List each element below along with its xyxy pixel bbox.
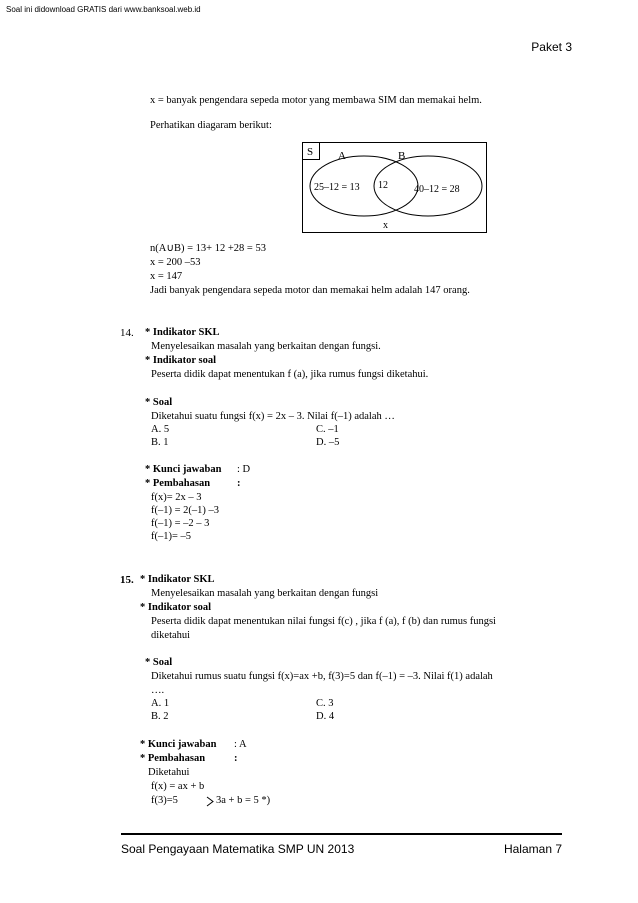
q15-indikator-soal-text-2: diketahui [151, 630, 191, 641]
q15-option-c: C. 3 [316, 698, 334, 709]
q14-kunci-label: * Kunci jawaban [145, 464, 222, 475]
q14-soal-text: Diketahui suatu fungsi f(x) = 2x – 3. Nilai f(–1) adalah … [151, 411, 395, 422]
venn-diagram [302, 142, 488, 234]
q15-number: 15. [120, 574, 134, 586]
q15-step-2a: f(3)=5 [151, 795, 178, 806]
q14-option-d: D. –5 [316, 437, 340, 448]
q14-step-4: f(–1)= –5 [151, 531, 192, 542]
q14-step-3: f(–1) = –2 – 3 [151, 518, 210, 529]
q14-number: 14. [120, 327, 134, 339]
q14-pembahasan-colon: : [237, 478, 241, 489]
q15-option-b: B. 2 [151, 711, 169, 722]
q14-step-1: f(x)= 2x – 3 [151, 492, 202, 503]
intro-line-2: Perhatikan diagaram berikut: [150, 120, 272, 131]
q14-soal-title: * Soal [145, 397, 173, 408]
region-a-only: 25–12 = 13 [314, 182, 360, 193]
q15-option-d: D. 4 [316, 711, 335, 722]
q15-pembahasan-label: * Pembahasan [140, 753, 206, 764]
q15-step-1: f(x) = ax + b [151, 781, 205, 792]
intro-line-1: x = banyak pengendara sepeda motor yang membawa SIM dan memakai helm. [150, 95, 482, 106]
q15-skl-text: Menyelesaikan masalah yang berkaitan dengan fungsi [151, 588, 379, 599]
q15-step-2b: 3a + b = 5 *) [216, 795, 271, 806]
q15-soal-text-1: Diketahui rumus suatu fungsi f(x)=ax +b, f(3)=5 dan f(–1) = –3. Nilai f(1) adalah [151, 671, 493, 682]
q15-skl-title: * Indikator SKL [140, 574, 215, 585]
calc-line-2: x = 200 –53 [150, 257, 201, 268]
q14-kunci-value: : D [237, 464, 251, 475]
q14-option-a: A. 5 [151, 424, 170, 435]
q15-indikator-soal-title: * Indikator soal [140, 602, 211, 613]
q14-option-b: B. 1 [151, 437, 169, 448]
calc-line-4: Jadi banyak pengendara sepeda motor dan memakai helm adalah 147 orang. [150, 285, 470, 296]
footer-page: Halaman 7 [503, 842, 562, 856]
implies-arrow-icon [205, 796, 215, 807]
q14-skl-title: * Indikator SKL [145, 327, 220, 338]
paket-label: Paket 3 [531, 40, 572, 54]
region-intersection: 12 [378, 180, 388, 191]
outside-label: x [383, 220, 388, 231]
q15-kunci-value: : A [234, 739, 247, 750]
footer-divider [121, 833, 562, 835]
q15-soal-title: * Soal [145, 657, 173, 668]
q14-option-c: C. –1 [316, 424, 339, 435]
footer-title: Soal Pengayaan Matematika SMP UN 2013 [121, 842, 355, 856]
set-a-label: A [338, 150, 346, 162]
q15-indikator-soal-text-1: Peserta didik dapat menentukan nilai fungsi f(c) , jika f (a), f (b) dan rumus fungsi [151, 616, 496, 627]
q14-indikator-soal-title: * Indikator soal [145, 355, 216, 366]
calc-line-3: x = 147 [150, 271, 183, 282]
q14-pembahasan-label: * Pembahasan [145, 478, 211, 489]
q15-kunci-label: * Kunci jawaban [140, 739, 217, 750]
q14-indikator-soal-text: Peserta didik dapat menentukan f (a), jika rumus fungsi diketahui. [151, 369, 429, 380]
q15-diketahui: Diketahui [148, 767, 190, 778]
q15-pembahasan-colon: : [234, 753, 238, 764]
q15-soal-text-2: …. [151, 685, 165, 696]
universe-label: S [307, 146, 314, 158]
watermark-text: Soal ini didownload GRATIS dari www.banksoal.web.id [6, 5, 201, 14]
q14-skl-text: Menyelesaikan masalah yang berkaitan dengan fungsi. [151, 341, 381, 352]
set-b-label: B [398, 150, 406, 162]
q15-option-a: A. 1 [151, 698, 170, 709]
calc-line-1: n(A∪B) = 13+ 12 +28 = 53 [150, 243, 266, 254]
q14-step-2: f(–1) = 2(–1) –3 [151, 505, 220, 516]
region-b-only: 40–12 = 28 [414, 184, 460, 195]
